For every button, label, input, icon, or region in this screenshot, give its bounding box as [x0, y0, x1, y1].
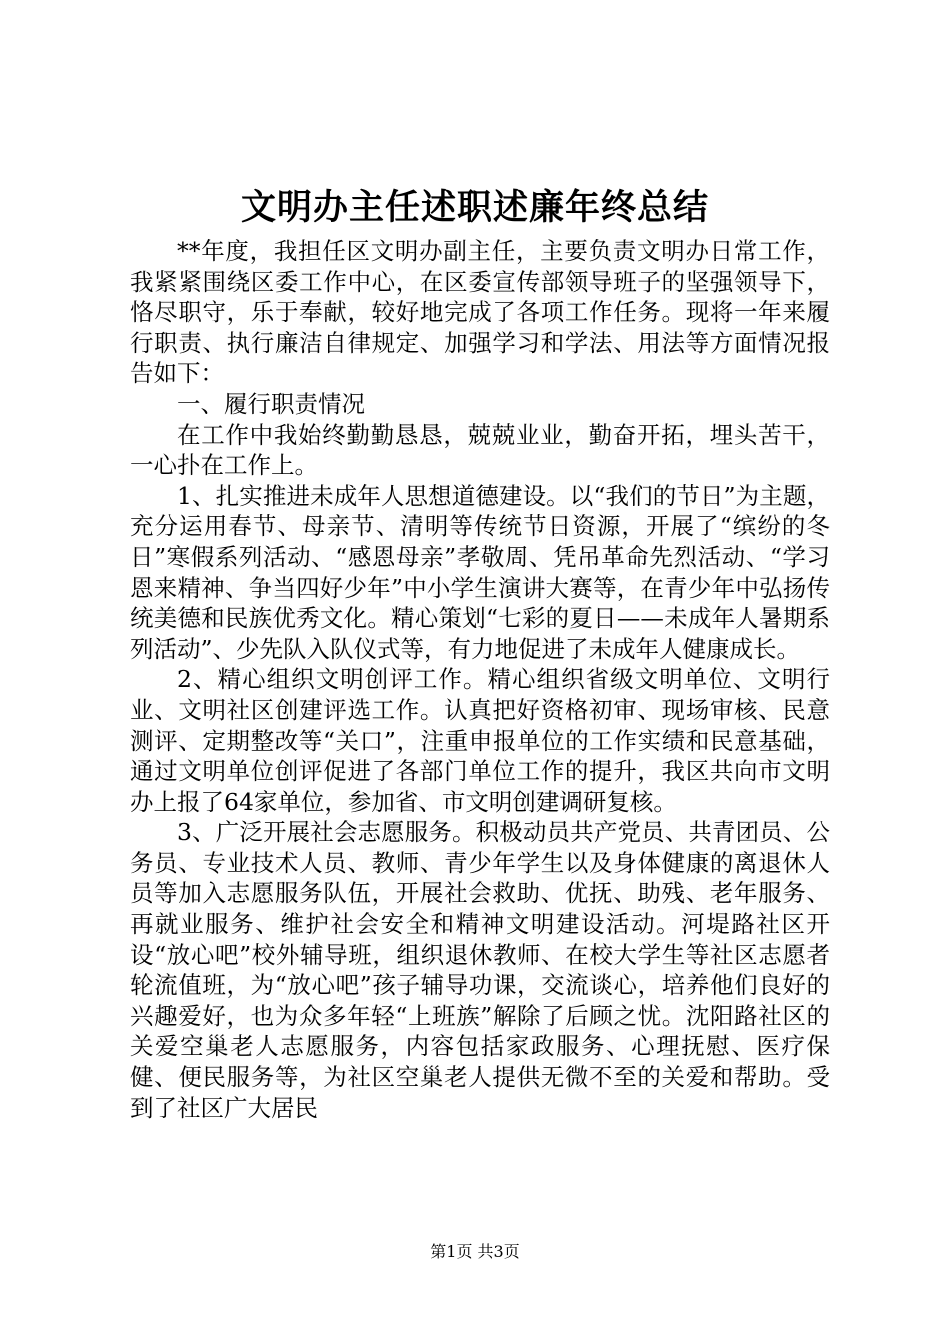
item-2-paragraph: 2、精心组织文明创评工作。精心组织省级文明单位、文明行业、文明社区创建评选工作。认真把好资格初审、现场审核、民意测评、定期整改等“关口”，注重申报单位的工作实绩和民意基础，通过文明单位创评促进了各部门单位工作的提升，我区共向市文明办上报了64家单位，参加省、市文明创建调研复核。 [130, 665, 830, 816]
document-body [130, 236, 830, 1123]
duties-summary-paragraph: 在工作中我始终勤勤恳恳，兢兢业业，勤奋开拓，埋头苦干，一心扑在工作上。 [130, 420, 830, 480]
document-title: 文明办主任述职述廉年终总结 [240, 187, 709, 228]
page-footer: 第1页 共3页 [430, 1242, 520, 1261]
section-heading-duties: 一、履行职责情况 [177, 389, 365, 418]
intro-paragraph: **年度，我担任区文明办副主任，主要负责文明办日常工作，我紧紧围绕区委工作中心，在区委宣传部领导班子的坚强领导下，恪尽职守，乐于奉献，较好地完成了各项工作任务。现将一年来履行职责、执行廉洁自律规定、加强学习和学法、用法等方面情况报告如下： [130, 237, 830, 388]
item-3-paragraph: 3、广泛开展社会志愿服务。积极动员共产党员、共青团员、公务员、专业技术人员、教师、青少年学生以及身体健康的离退休人员等加入志愿服务队伍，开展社会救助、优抚、助残、老年服务、再就业服务、维护社会安全和精神文明建设活动。河堤路社区开设“放心吧”校外辅导班，组织退休教师、在校大学生等社区志愿者轮流值班，为“放心吧”孩子辅导功课，交流谈心，培养他们良好的兴趣爱好，也为众多年轻“上班族”解除了后顾之忧。沈阳路社区的关爱空巢老人志愿服务，内容包括家政服务、心理抚慰、医疗保健、便民服务等，为社区空巢老人提供无微不至的关爱和帮助。受到了社区广大居民 [130, 818, 830, 1122]
item-1-paragraph: 1、扎实推进未成年人思想道德建设。以“我们的节日”为主题，充分运用春节、母亲节、清明等传统节日资源，开展了“缤纷的冬日”寒假系列活动、“感恩母亲”孝敬周、凭吊革命先烈活动、“学习恩来精神、争当四好少年”中小学生演讲大赛等，在青少年中弘扬传统美德和民族优秀文化。精心策划“七彩的夏日——未成年人暑期系列活动”、少先队入队仪式等，有力地促进了未成年人健康成长。 [130, 481, 830, 663]
